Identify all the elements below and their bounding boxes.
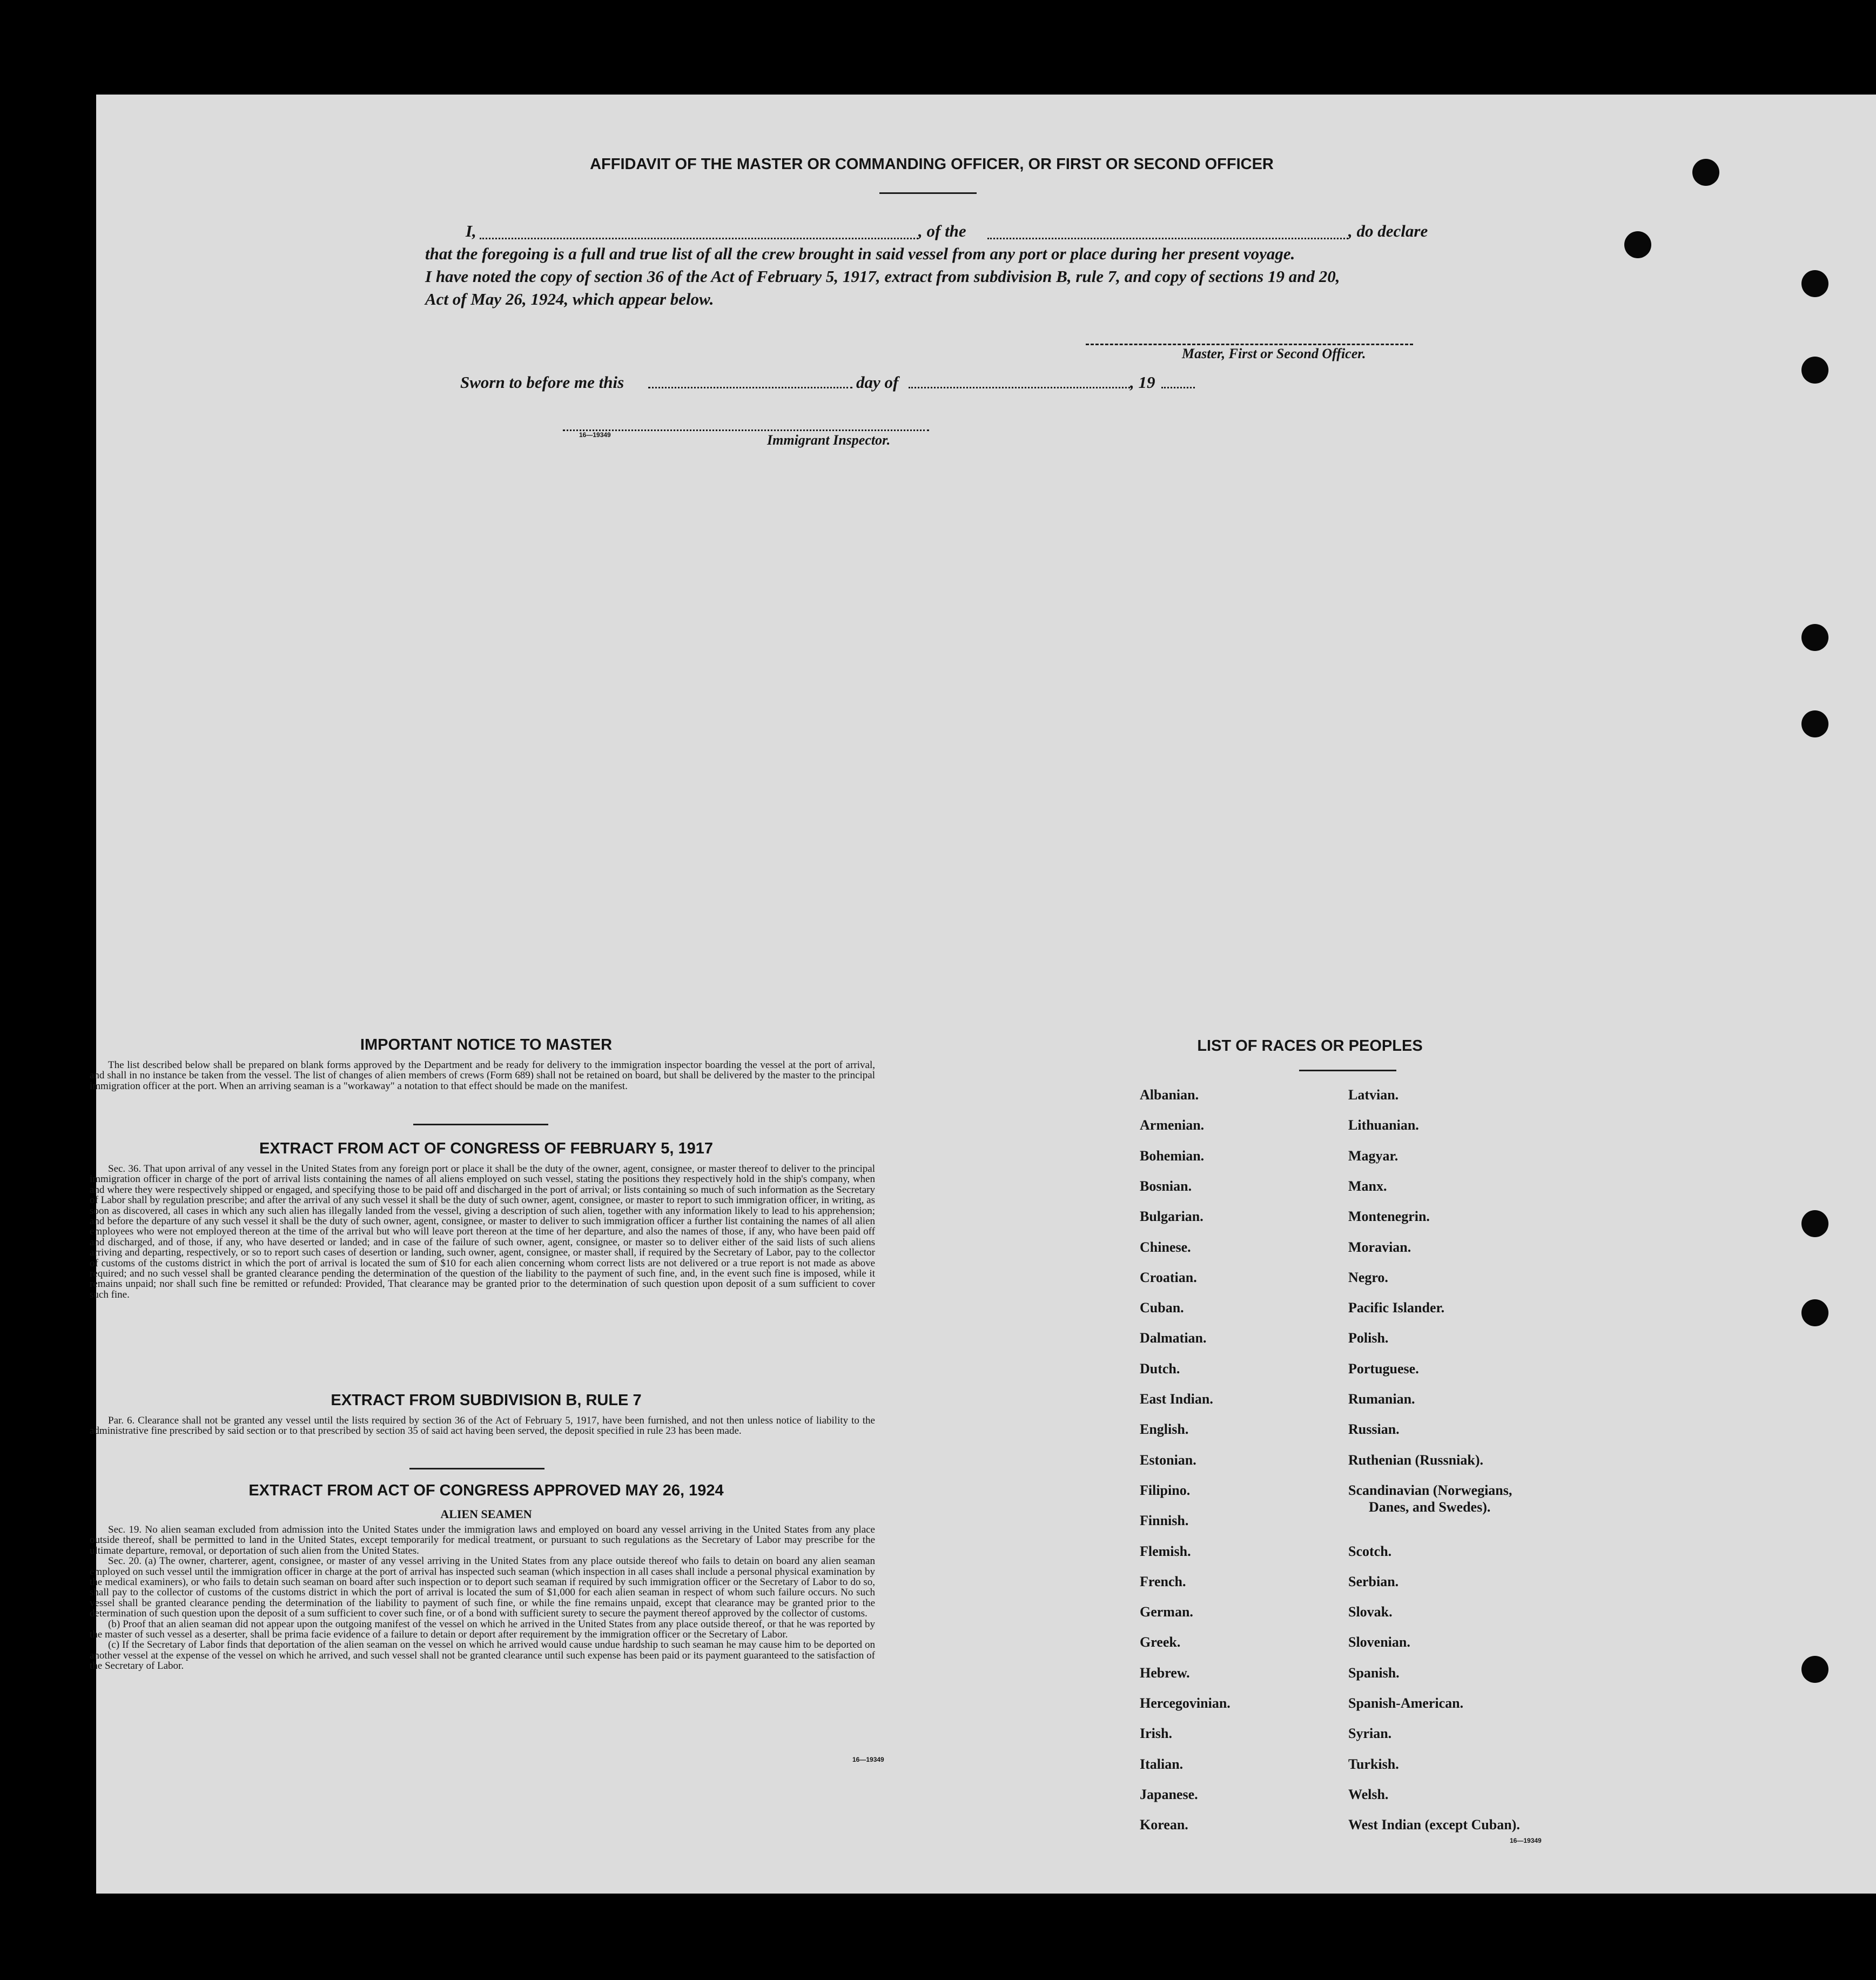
- race-item: French.: [1140, 1574, 1186, 1589]
- subdivision-divider: [409, 1468, 544, 1469]
- inspector-signature-line[interactable]: [563, 429, 929, 431]
- subdivision-b-text: [90, 1415, 875, 1437]
- name-field[interactable]: [480, 238, 918, 239]
- race-item: Scandinavian (Norwegians,: [1348, 1482, 1512, 1498]
- notice-text: [90, 1060, 875, 1091]
- race-item: Slovak.: [1348, 1604, 1393, 1620]
- race-item: Japanese.: [1140, 1787, 1198, 1802]
- race-item: Portuguese.: [1348, 1361, 1419, 1377]
- race-item: Magyar.: [1348, 1148, 1398, 1164]
- race-item: German.: [1140, 1604, 1193, 1620]
- punch-hole: [1692, 159, 1719, 186]
- race-item: Turkish.: [1348, 1756, 1399, 1772]
- race-item: Serbian.: [1348, 1574, 1399, 1589]
- race-item: Negro.: [1348, 1270, 1388, 1285]
- race-item: Hebrew.: [1140, 1665, 1190, 1681]
- notice-divider: [413, 1124, 548, 1125]
- race-item: Latvian.: [1348, 1087, 1399, 1103]
- inspector-signature-label: Immigrant Inspector.: [767, 432, 891, 448]
- race-item: Ruthenian (Russniak).: [1348, 1452, 1483, 1468]
- race-item: Scotch.: [1348, 1543, 1392, 1559]
- race-item: Slovenian.: [1348, 1634, 1410, 1650]
- race-item: Croatian.: [1140, 1270, 1197, 1285]
- race-item: Italian.: [1140, 1756, 1184, 1772]
- affidavit-line-2: that the foregoing is a full and true list of all the crew brought in said vessel from any port or place during her present voyage.: [425, 244, 1295, 263]
- race-item: Armenian.: [1140, 1117, 1205, 1133]
- par-6-paragraph: Par. 6. Clearance shall not be granted any vessel until the lists required by section 36 of the Act of February 5, 1917, have been furnished, and not then unless notice of liability to the administrative fine prescribed by said section or to that prescribed by section 35 of said act having been served, the deposit specified in rule 23 has been made.: [90, 1415, 875, 1437]
- sworn-year-field[interactable]: [1161, 387, 1195, 388]
- punch-hole: [1624, 231, 1651, 258]
- race-item: Danes, and Swedes).: [1369, 1499, 1491, 1515]
- affidavit-declare: , do declare: [1348, 222, 1428, 240]
- punch-hole: [1801, 270, 1828, 297]
- sworn-day-of: day of: [856, 373, 899, 392]
- punch-hole: [1801, 624, 1828, 651]
- title-divider: [879, 192, 977, 194]
- race-item: Filipino.: [1140, 1482, 1191, 1498]
- races-divider: [1299, 1070, 1396, 1071]
- race-item: Manx.: [1348, 1178, 1387, 1194]
- race-item: Albanian.: [1140, 1087, 1199, 1103]
- race-item: Korean.: [1140, 1817, 1188, 1833]
- affidavit-line-4: Act of May 26, 1924, which appear below.: [425, 290, 714, 308]
- race-item: Rumanian.: [1348, 1391, 1415, 1407]
- alien-seamen-subtitle: ALIEN SEAMEN: [440, 1507, 532, 1521]
- race-item: Pacific Islander.: [1348, 1300, 1445, 1315]
- sworn-year: , 19: [1130, 373, 1155, 392]
- notice-paragraph: The list described below shall be prepared on blank forms approved by the Department and be ready for delivery to the immigration inspector boarding the vessel at the port of arrival, and shall in no instance be taken from the vessel. The list of changes of alien members of crews (Form 689) shall not be retained on board, but shall be delivered by the master to the principal immigration officer at the port. When an arriving seaman is a "workaway" a notation to that effect should be made on the manifest.: [90, 1059, 875, 1092]
- sec-19-paragraph: Sec. 19. No alien seaman excluded from admission into the United States under the immigration laws and employed on board any vessel arriving in the United States from any place outside thereof, shall be permitted to land in the United States, except temporarily for medical treatment, or pursuant to such regulations as the Secretary of Labor may prescribe for the ultimate departure, removal, or deportation of such alien from the United States.: [90, 1524, 875, 1556]
- affidavit-title: AFFIDAVIT OF THE MASTER OR COMMANDING OFFICER, OR FIRST OR SECOND OFFICER: [590, 156, 1274, 173]
- race-item: Montenegrin.: [1348, 1209, 1430, 1224]
- affidavit-of-the: , of the: [918, 222, 966, 240]
- punch-hole: [1801, 710, 1828, 737]
- punch-hole: [1801, 1656, 1828, 1683]
- race-item: Dalmatian.: [1140, 1330, 1207, 1346]
- extract-1924-text: [90, 1525, 875, 1672]
- race-item: Moravian.: [1348, 1239, 1411, 1255]
- sec-20b-paragraph: (b) Proof that an alien seaman did not appear upon the outgoing manifest of the vessel on which he arrived in the United States from any place outside thereof, or that he was reported by the master of such vessel as a deserter, shall be prima facie evidence of a failure to detain or deport after requirement by the immigration officer or the Secretary of Labor.: [90, 1618, 875, 1641]
- race-item: Welsh.: [1348, 1787, 1389, 1802]
- sworn-day-field[interactable]: [648, 387, 852, 388]
- affidavit-line-3: I have noted the copy of section 36 of the Act of February 5, 1917, extract from subdivision B, rule 7, and copy of sections 19 and 20,: [425, 267, 1340, 286]
- affidavit-i: I,: [466, 222, 476, 240]
- race-item: Syrian.: [1348, 1726, 1392, 1741]
- form-number: 16—19349: [579, 431, 611, 439]
- subdivision-b-title: EXTRACT FROM SUBDIVISION B, RULE 7: [331, 1392, 642, 1409]
- master-signature-line[interactable]: [1086, 344, 1413, 345]
- race-item: East Indian.: [1140, 1391, 1213, 1407]
- race-item: Bosnian.: [1140, 1178, 1192, 1194]
- sworn-prefix: Sworn to before me this: [460, 373, 624, 392]
- race-item: Spanish-American.: [1348, 1695, 1464, 1711]
- race-item: Polish.: [1348, 1330, 1389, 1346]
- race-item: Cuban.: [1140, 1300, 1184, 1315]
- race-item: Greek.: [1140, 1634, 1181, 1650]
- sec-20c-paragraph: (c) If the Secretary of Labor finds that deportation of the alien seaman on the vessel on which he arrived would cause undue hardship to such seaman he may cause him to be deported on another vessel at the expense of the vessel on which he arrived, and such vessel shall not be granted clearance until such expense has been paid or its payment guaranteed to the satisfaction of the Secretary of Labor.: [90, 1639, 875, 1672]
- race-item: West Indian (except Cuban).: [1348, 1817, 1520, 1833]
- race-item: Russian.: [1348, 1421, 1400, 1437]
- races-title: LIST OF RACES OR PEOPLES: [1197, 1037, 1423, 1055]
- notice-title: IMPORTANT NOTICE TO MASTER: [360, 1036, 613, 1053]
- sec-36-paragraph: Sec. 36. That upon arrival of any vessel in the United States from any foreign port or place it shall be the duty of the owner, agent, consignee, or master thereof to deliver to the principal immigration officer in charge of the port of arrival lists containing the names of all aliens employed on such vessel, stating the positions they respectively hold in the ship's company, when and where they were respectively shipped or engaged, and specifying those to be paid off and discharged in the port of arrival; or lists containing so much of such information as the Secretary of Labor shall by regulation prescribe; and after the arrival of any such vessel it shall be the duty of such owner, agent, consignee, or master to report to such immigration officer, in writing, as soon as discovered, all cases in which any such alien has illegally landed from the vessel, giving a description of such alien, together with any information likely to lead to his apprehension; and before the departure of any such vessel it shall be the duty of such owner, agent, consignee, or master to deliver to such immigration officer a further list containing the names of all alien employees who were not employed thereon at the time of the arrival but who will leave port thereon at the time of her departure, and also the names of those, if any, who have been paid off and discharged, and of those, if any, who have deserted or landed; and in case of the failure of such owner, agent, consignee, or master so to deliver either of the said lists of such aliens arriving and departing, respectively, or so to report such cases of desertion or landing, such owner, agent, consignee, or master shall, if required by the Secretary of Labor, pay to the collector of customs of the customs district in which the port of arrival is located the sum of $10 for each alien concerning whom correct lists are not delivered or a true report is not made as above required; and no such vessel shall be granted clearance pending the determination of the question of the liability to the payment of such fine, and, in the event such fine is imposed, while it remains unpaid; nor shall such fine be remitted or refunded: Provided, That clearance may be granted prior to the determination of such question upon deposit of a sum sufficient to cover such fine.: [90, 1163, 875, 1300]
- master-signature-label: Master, First or Second Officer.: [1182, 346, 1366, 361]
- race-item: Bohemian.: [1140, 1148, 1205, 1164]
- race-item: Estonian.: [1140, 1452, 1196, 1468]
- form-number: 16—19349: [852, 1756, 884, 1763]
- race-item: Irish.: [1140, 1726, 1172, 1741]
- punch-hole: [1801, 1210, 1828, 1237]
- race-item: English.: [1140, 1421, 1189, 1437]
- punch-hole: [1801, 357, 1828, 384]
- race-item: Finnish.: [1140, 1513, 1189, 1528]
- extract-1917-text: [90, 1164, 875, 1300]
- vessel-field[interactable]: [987, 238, 1348, 239]
- punch-hole: [1801, 1299, 1828, 1326]
- race-item: Bulgarian.: [1140, 1209, 1203, 1224]
- extract-1924-title: EXTRACT FROM ACT OF CONGRESS APPROVED MAY 26, 1924: [248, 1482, 724, 1499]
- race-item: Chinese.: [1140, 1239, 1191, 1255]
- race-item: Hercegovinian.: [1140, 1695, 1231, 1711]
- extract-1917-title: EXTRACT FROM ACT OF CONGRESS OF FEBRUARY 5, 1917: [259, 1140, 714, 1157]
- race-item: Spanish.: [1348, 1665, 1400, 1681]
- sec-20a-paragraph: Sec. 20. (a) The owner, charterer, agent, consignee, or master of any vessel arriving in the United States from any place outside thereof who fails to detain on board any alien seaman employed on such vessel until the immigration officer in charge at the port of arrival has inspected such seaman (which inspection in all cases shall include a personal physical examination by the medical examiners), or who fails to detain such seaman on board after such inspection or to deport such seaman if required by such immigration officer or the Secretary of Labor to do so, shall pay to the collector of customs of the customs district in which the port of arrival is located the sum of $1,000 for each alien seaman in respect of whom such failure occurs. No such vessel shall be granted clearance pending the determination of the liability to payment of such fine, or while the fine remains unpaid, except that clearance may be granted prior to the determination of such question upon the deposit of a sum sufficient to cover such fine, or of a bond with sufficient surety to secure the payment thereof approved by the collector of customs.: [90, 1555, 875, 1620]
- race-item: Flemish.: [1140, 1543, 1191, 1559]
- race-item: Dutch.: [1140, 1361, 1180, 1377]
- form-number: 16—19349: [1510, 1837, 1542, 1844]
- race-item: Lithuanian.: [1348, 1117, 1419, 1133]
- sworn-month-field[interactable]: [909, 387, 1130, 388]
